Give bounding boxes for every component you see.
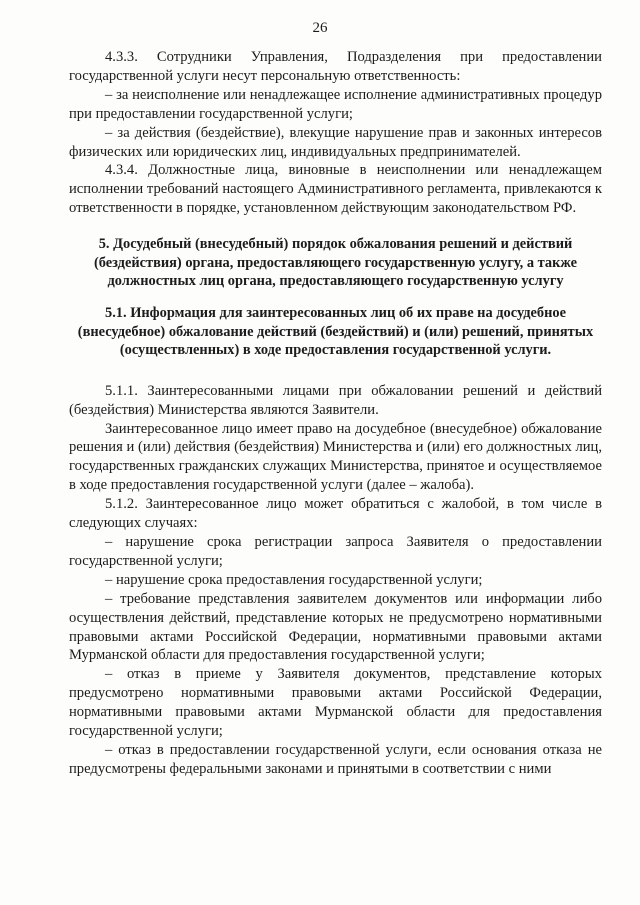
section-heading: 5. Досудебный (внесудебный) порядок обжалования решений и действий (бездействия) органа, предоставляющего государственную услугу, а также должностных лиц органа, предоставляющего государственную услугу: [93, 236, 578, 290]
paragraph-5-1-1: 5.1.1. Заинтересованными лицами при обжаловании решений и действий (бездействия) Министерства являются Заявители.: [69, 382, 602, 418]
paragraph-4-3-4: 4.3.4. Должностные лица, виновные в неисполнении или ненадлежащем исполнении требований настоящего Административного регламента, привлекаются к ответственности в порядке, установленном действующим законодательством РФ.: [69, 162, 602, 217]
page-number: 26: [312, 20, 328, 36]
document-body: [69, 48, 602, 779]
paragraph-list-item: – за неисполнение или ненадлежащее исполнение административных процедур при предоставлении государственной услуги;: [69, 86, 602, 122]
paragraph-list-item: – требование представления заявителем документов или информации либо осуществления действий, представление которых не предусмотрено нормативными правовыми актами Российской Федерации, нормативными правовыми актами Мурманской области для предоставления государственной услуги;: [69, 590, 602, 664]
paragraph-5-1-2: 5.1.2. Заинтересованное лицо может обратиться с жалобой, в том числе в следующих случаях:: [69, 496, 602, 532]
paragraph-list-item: – за действия (бездействие), влекущие нарушение прав и законных интересов физических или юридических лиц, индивидуальных предпринимателей.: [69, 124, 602, 160]
paragraph-list-item: – нарушение срока регистрации запроса Заявителя о предоставлении государственной услуги;: [69, 533, 602, 569]
paragraph-list-item: – нарушение срока предоставления государственной услуги;: [105, 571, 483, 588]
paragraph-appeal-right: Заинтересованное лицо имеет право на досудебное (внесудебное) обжалование решения и (или) действия (бездействия) Министерства и (или) его должностных лиц, государственных гражданских служащих Министерства, принятое и осуществляемое в ходе предоставления государственной услуги (далее – жалоба).: [69, 420, 602, 494]
paragraph-list-item: – отказ в предоставлении государственной услуги, если основания отказа не предусмотрены федеральными законами и принятыми в соответствии с ними: [69, 741, 602, 777]
paragraph-4-3-3: 4.3.3. Сотрудники Управления, Подразделения при предоставлении государственной услуги несут персональную ответственность:: [69, 49, 602, 84]
subsection-heading: 5.1. Информация для заинтересованных лиц об их праве на досудебное (внесудебное) обжалование действий (бездействий) и (или) решений, принятых (осуществленных) в ходе предоставления государственной услуги.: [77, 304, 594, 359]
paragraph-list-item: – отказ в приеме у Заявителя документов, представление которых предусмотрено нормативными правовыми актами Российской Федерации, нормативными правовыми актами Мурманской области для предоставления государственной услуги;: [69, 666, 602, 740]
